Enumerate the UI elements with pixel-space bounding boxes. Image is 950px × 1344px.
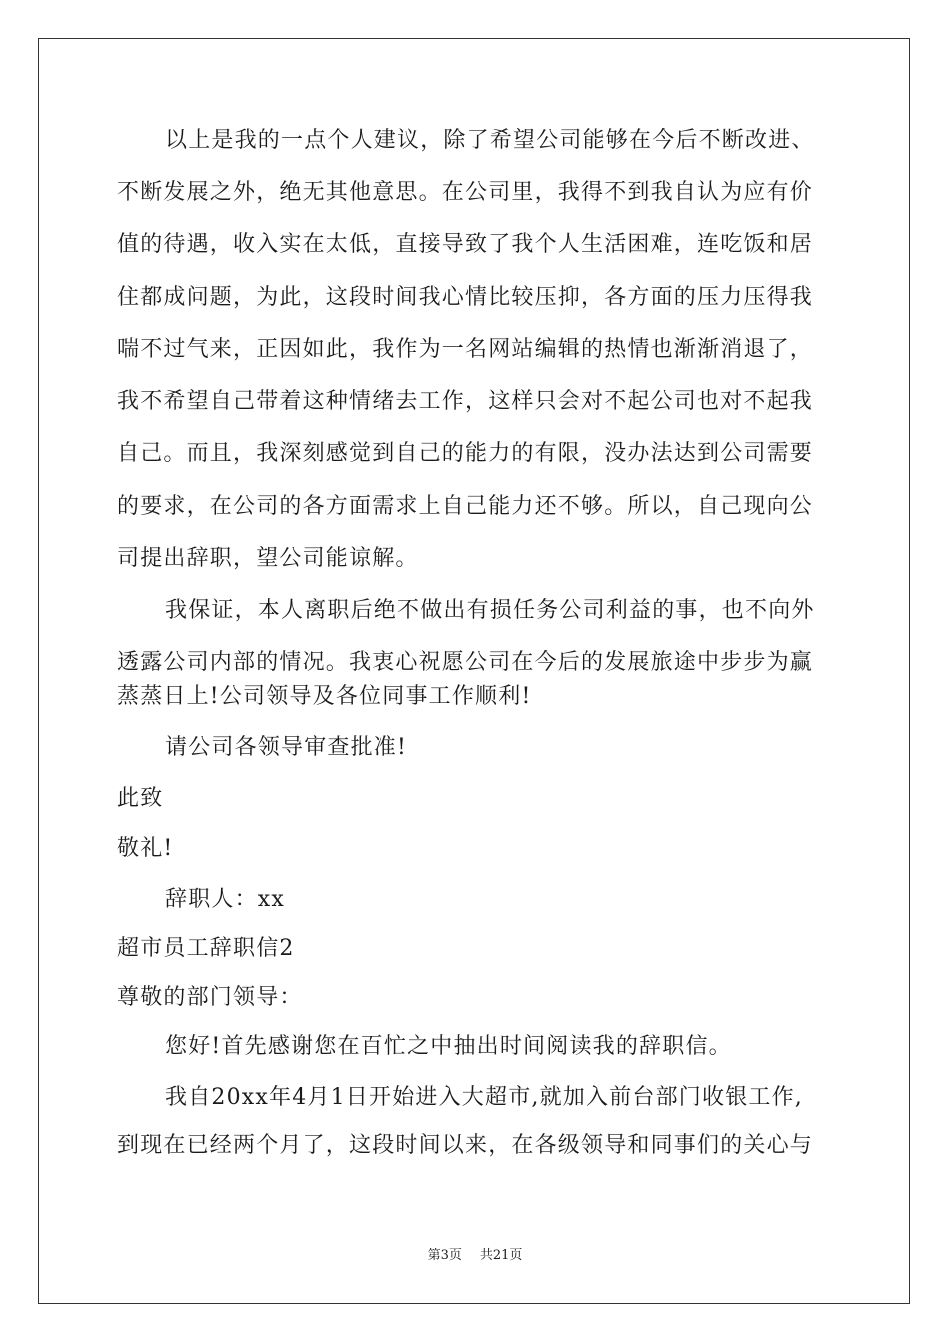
paragraph-line: 您好!首先感谢您在百忙之中抽出时间阅读我的辞职信。 — [165, 1034, 732, 1059]
paragraph-line: 到现在已经两个月了，这段时间以来，在各级领导和同事们的关心与 — [117, 1133, 814, 1158]
paragraph-line: 我不希望自己带着这种情绪去工作，这样只会对不起公司也对不起我 — [117, 389, 814, 414]
paragraph-line: 我保证，本人离职后绝不做出有损任务公司利益的事，也不向外 — [165, 598, 815, 623]
closing-line: 此致 — [117, 786, 164, 811]
paragraph-line: 请公司各领导审查批准! — [165, 735, 408, 760]
signature-line: 辞职人：xx — [165, 887, 286, 912]
paragraph-line: 的要求，在公司的各方面需求上自己能力还不够。所以，自己现向公 — [117, 494, 814, 519]
paragraph-line: 自己。而且，我深刻感觉到自己的能力的有限，没办法达到公司需要 — [117, 441, 814, 466]
section-heading: 超市员工辞职信2 — [117, 936, 295, 961]
page-number: 第3页 — [427, 1248, 462, 1263]
page-footer — [0, 1246, 950, 1266]
paragraph-line: 以上是我的一点个人建议，除了希望公司能够在今后不断改进、 — [165, 128, 815, 153]
paragraph-line: 透露公司内部的情况。我衷心祝愿公司在今后的发展旅途中步步为赢 — [117, 650, 814, 675]
paragraph-line: 我自20xx年4月1日开始进入大超市,就加入前台部门收银工作, — [165, 1085, 803, 1110]
paragraph-line: 不断发展之外，绝无其他意思。在公司里，我得不到我自认为应有价 — [117, 180, 814, 205]
paragraph-line: 住都成问题，为此，这段时间我心情比较压抑，各方面的压力压得我 — [117, 285, 814, 310]
paragraph-line: 值的待遇，收入实在太低，直接导致了我个人生活困难，连吃饭和居 — [117, 232, 814, 257]
paragraph-line: 蒸蒸日上!公司领导及各位同事工作顺利! — [117, 684, 532, 709]
salutation: 尊敬的部门领导： — [117, 985, 303, 1010]
closing-line: 敬礼! — [117, 836, 174, 861]
paragraph-line: 司提出辞职，望公司能谅解。 — [117, 546, 419, 571]
page-total: 共21页 — [479, 1248, 523, 1263]
paragraph-line: 喘不过气来，正因如此，我作为一名网站编辑的热情也渐渐消退了， — [117, 337, 814, 362]
